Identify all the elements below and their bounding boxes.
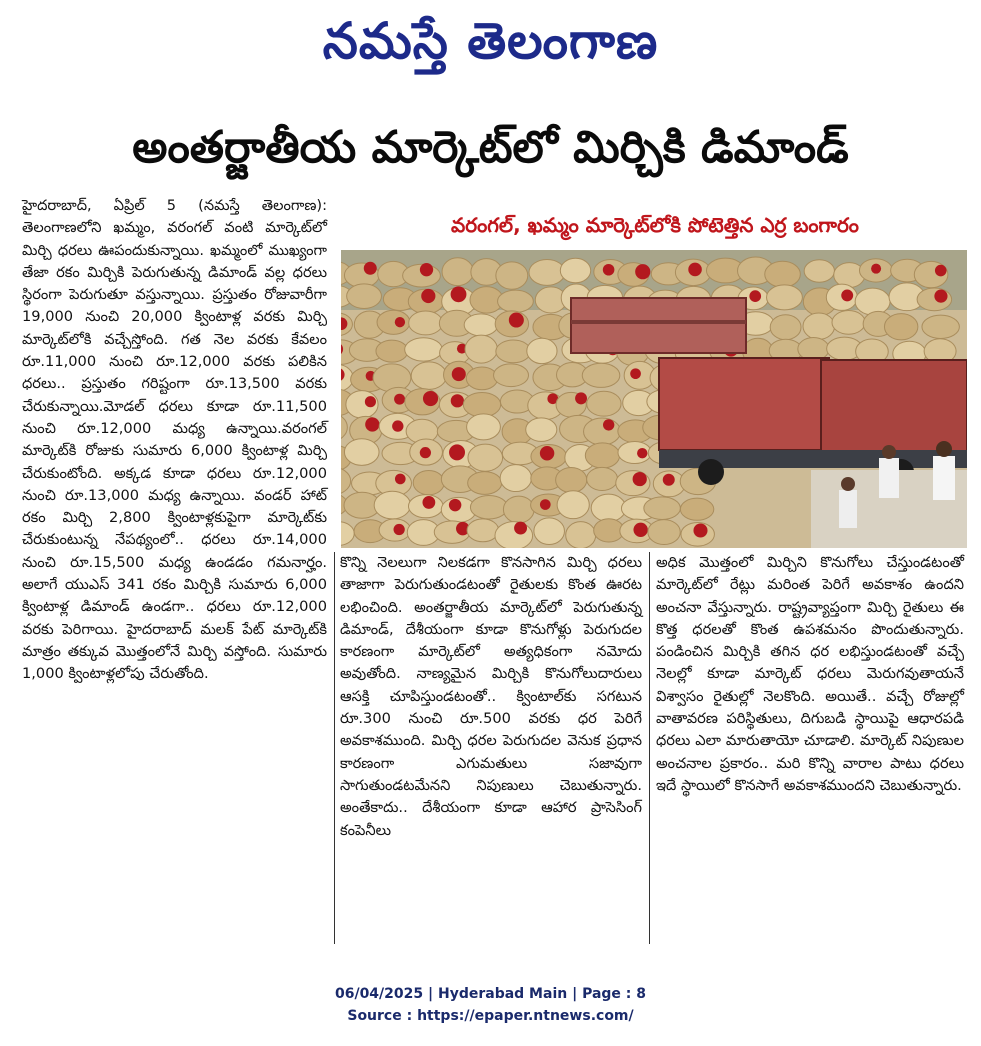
- sack: [503, 496, 534, 523]
- red-chilli: [423, 391, 438, 406]
- sack: [765, 261, 801, 287]
- sack: [529, 259, 565, 285]
- sack: [468, 472, 502, 495]
- sack: [500, 465, 531, 492]
- article-column-2: కొన్ని నెలలుగా నిలకడగా కొనసాగిన మిర్చి ధరలు తాజాగా పెరుగుతుండటంతో రైతులకు కొంత ఊరట లభించింది. అంతర్జాతీయ మార్కెట్‌లో పెరుగుతున్న డిమాండ్, దేశీయంగా కూడా కొనుగోళ్లు పెరుగుదల కారణంగా మార్కెట్‌లో అత్యధికంగా నమోదు అవుతోంది. నాణ్యమైన మిర్చికి కొనుగోలుదారులు ఆసక్తి చూపిస్తుండటంతో.. క్వింటాల్‌కు సగటున రూ.300 నుంచి రూ.500 వరకు ధర పెరిగే అవకాశముంది. మిర్చి ధరల పెరుగుదల వెనుక ప్రధాన కారణంగా ఎగుమతులు సజావుగా సాగుతుండటమేనని నిపుణులు చెబుతున్నారు. అంతేకాదు.. దేశీయంగా కూడా ఆహార ప్రాసెసింగ్ కంపెనీలు: [340, 554, 642, 839]
- red-chilli: [395, 474, 406, 485]
- sack: [466, 367, 497, 390]
- red-chilli: [540, 499, 551, 510]
- red-chilli: [688, 263, 702, 277]
- article-photo: [341, 250, 967, 548]
- sack: [591, 494, 626, 522]
- sack: [411, 362, 446, 390]
- sack: [374, 491, 410, 519]
- sack: [467, 519, 499, 542]
- red-chilli: [934, 290, 947, 303]
- red-chilli: [365, 396, 376, 407]
- sack: [560, 258, 590, 282]
- red-chilli: [420, 263, 433, 276]
- red-chilli: [394, 394, 405, 405]
- sack: [855, 288, 890, 315]
- sack: [884, 314, 917, 340]
- sack: [585, 443, 619, 468]
- red-chilli: [749, 290, 761, 302]
- red-chilli: [449, 499, 461, 511]
- red-chilli: [603, 419, 614, 430]
- red-chilli: [841, 289, 853, 301]
- red-chilli: [935, 265, 947, 277]
- sack: [804, 260, 834, 282]
- sack: [468, 444, 503, 471]
- sack: [770, 315, 801, 340]
- sack: [344, 439, 379, 466]
- sack: [556, 467, 587, 492]
- sack: [496, 262, 528, 289]
- red-chilli: [451, 286, 467, 302]
- sack: [409, 311, 443, 335]
- red-chilli: [540, 446, 554, 460]
- red-chilli: [421, 289, 435, 303]
- red-chilli: [395, 317, 405, 327]
- red-chilli: [364, 262, 377, 275]
- sack: [648, 520, 680, 545]
- column-divider: [334, 552, 335, 944]
- sack: [413, 471, 444, 495]
- red-chilli: [575, 392, 587, 404]
- red-chilli: [514, 522, 527, 535]
- sack: [587, 467, 618, 490]
- red-chilli: [365, 417, 379, 431]
- sack: [566, 522, 596, 548]
- red-chilli: [633, 472, 647, 486]
- sack: [526, 418, 557, 442]
- sack: [495, 522, 533, 548]
- sack: [467, 414, 501, 440]
- sack: [587, 391, 621, 416]
- masthead-title: నమస్తే తెలంగాణ: [322, 11, 659, 70]
- red-chilli: [693, 523, 707, 537]
- red-chilli: [871, 264, 881, 274]
- article-subheadline: వరంగల్, ఖమ్మం మార్కెట్‌లోకి పోటెత్తిన ఎర్ర బంగారం: [451, 213, 859, 237]
- sack: [803, 313, 835, 339]
- red-chilli: [392, 420, 403, 431]
- sack: [494, 364, 529, 387]
- sack: [405, 338, 443, 361]
- footer-source-line: Source : https://epaper.ntnews.com/: [347, 1008, 634, 1024]
- sack: [767, 285, 803, 310]
- newspaper-masthead: [0, 2, 981, 80]
- sack: [680, 498, 713, 520]
- red-chilli: [630, 368, 641, 379]
- sack: [498, 290, 534, 312]
- sack: [496, 340, 531, 363]
- sack: [527, 338, 557, 363]
- sack: [922, 315, 959, 338]
- red-chilli: [637, 448, 647, 458]
- red-chilli: [635, 264, 650, 279]
- sack: [464, 314, 498, 336]
- sack: [347, 284, 382, 309]
- column-divider: [649, 552, 650, 944]
- red-chilli: [422, 496, 435, 509]
- article-column-3: అధిక మొత్తంలో మిర్చిని కొనుగోలు చేస్తుండటంతో మార్కెట్‌లో రేట్లు మరింత పెరిగే అవకాశం ఉందని అంచనా వేస్తున్నారు. రాష్ట్రవ్యాప్తంగా మిర్చి రైతులు ఈ కొత్త ధరలతో కొంత ఉపశమనం పొందుతున్నారు. పండించిన మిర్చికి తగిన ధర లభిస్తుండటంతో వచ్చే నెలల్లో కూడా మార్కెట్ ధరలు మెరుగవుతాయనే విశ్వాసం రైతుల్లో నెలకొంది. అయితే.. వచ్చే రోజుల్లో వాతావరణ పరిస్థితులు, దిగుబడి స్థాయిపై ఆధారపడి ధరలు ఎలా మారుతాయో చూడాలి. మార్కెట్ నిపుణుల అంచనాల ప్రకారం.. మరి కొన్ని వారాల పాటు ధరలు ఇదే స్థాయిలో కొనసాగే అవకాశముందని చెబుతున్నారు.: [656, 554, 964, 794]
- red-chilli: [663, 474, 675, 486]
- chilli-market-photo: [341, 250, 967, 548]
- red-chilli: [449, 444, 465, 460]
- sack: [534, 518, 565, 545]
- red-chilli: [509, 312, 524, 327]
- sack: [463, 392, 500, 416]
- red-chilli: [452, 367, 466, 381]
- sack: [584, 418, 621, 445]
- page-footer: [0, 983, 981, 1027]
- red-chilli: [603, 264, 615, 276]
- red-chilli: [451, 394, 464, 407]
- sack: [557, 491, 589, 519]
- red-chilli: [394, 524, 405, 535]
- red-chilli: [420, 447, 431, 458]
- footer-edition-line: 06/04/2025 | Hyderabad Main | Page : 8: [334, 986, 647, 1002]
- red-chilli: [633, 523, 647, 537]
- sack: [470, 496, 507, 519]
- sack: [442, 258, 473, 286]
- article-headline: అంతర్జాతీయ మార్కెట్‌లో మిర్చికి డిమాండ్: [132, 122, 849, 173]
- sack: [373, 364, 411, 392]
- sack: [465, 335, 497, 363]
- sack: [582, 363, 620, 387]
- article-column-1: హైదరాబాద్, ఏప్రిల్ 5 (నమస్తే తెలంగాణ): తెలంగాణలోని ఖమ్మం, వరంగల్ వంటి మార్కెట్‌లో మిర్చి ధరలు ఊపందుకున్నాయి. ఖమ్మంలో ముఖ్యంగా తేజా రకం మిర్చికి పెరుగుతున్న డిమాండ్ వల్ల ధరలు స్థిరంగా పెరుగుతూ వస్తున్నాయి. ప్రస్తుతం రోజువారీగా 19,000 నుంచి 20,000 క్వింటాళ్ల వరకు మిర్చి మార్కెట్‌లోకి వచ్చేస్తోంది. గత నెల వరకు కేవలం రూ.11,000 నుంచి రూ.12,000 వరకు పలికిన ధరలు.. ప్రస్తుతం గరిష్టంగా రూ.13,500 వరకు చేరుకున్నాయి.మోడల్ ధరలు కూడా రూ.11,500 నుంచి రూ.12,000 మధ్య ఉన్నాయి.వరంగల్ మార్కెట్‌కి రోజుకు సుమారు 6,000 క్వింటాళ్ల మిర్చి చేరుకుంటోంది. అక్కడ కూడా ధరలు రూ.12,000 నుంచి రూ.13,000 మధ్య ఉన్నాయి. వండర్ హాట్ రకం మిర్చి 2,800 క్వింటాళ్లకుపైగా మార్కెట్‌కు చేరుకుంటున్న నేపథ్యంలో.. ధరలు రూ.14,000 నుంచి రూ.15,500 మధ్య ఉండడం గమనార్హం. అలాగే యుఎస్ 341 రకం మిర్చికి సుమారు 6,000 క్వింటాళ్ల డిమాండ్ ఉండగా.. ధరలు రూ.12,000 వరకు పెరిగాయి. హైదరాబాద్ మలక్ పేట్ మార్కెట్‌కి మాత్రం తక్కువ మొత్తంలోనే మిర్చి వస్తోంది. సుమారు 1,000 క్వింటాళ్లలోపు చేరుతోంది.: [22, 197, 327, 683]
- sack: [644, 497, 681, 520]
- sack: [832, 311, 865, 335]
- sack: [376, 340, 408, 362]
